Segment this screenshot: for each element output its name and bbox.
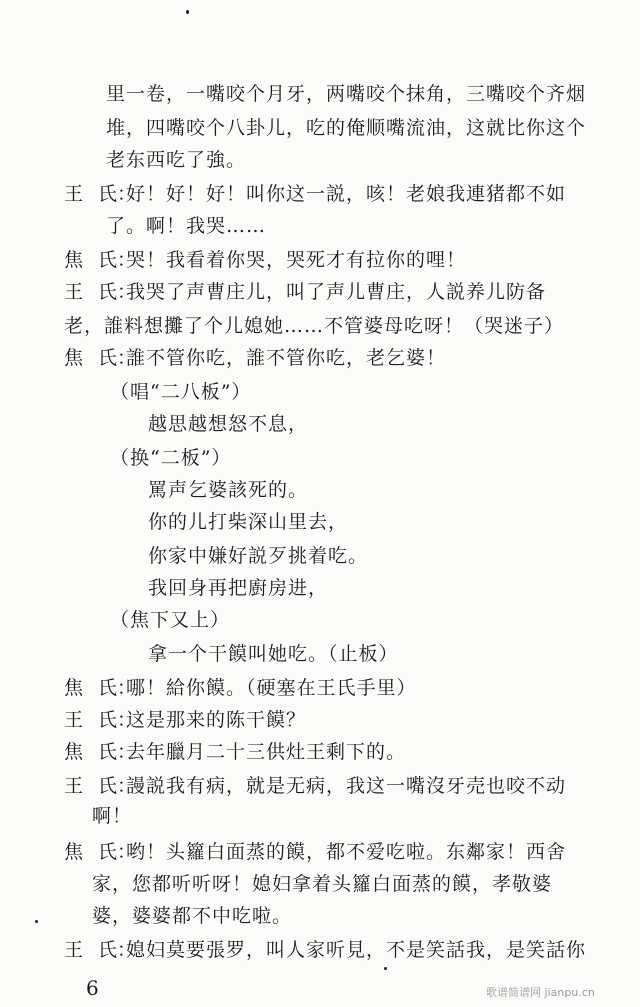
line-text: （焦下又上） <box>110 609 231 631</box>
song-line <box>0 510 640 534</box>
line-text: 家，您都听听呀！媳妇拿着头籮白面蒸的饃，孝敬婆 <box>92 873 553 895</box>
line-text: （唱“二八板”） <box>110 381 252 403</box>
speaker-name: 王 <box>64 183 84 205</box>
script-line <box>0 82 640 106</box>
speaker-name: 焦 <box>64 677 84 699</box>
line-text: 这是那来的陈干饃？ <box>126 709 307 731</box>
line-text: 老东西吃了強。 <box>106 149 247 171</box>
line-text: 婆，婆婆都不中吃啦。 <box>92 905 293 927</box>
speaker-name: 王 <box>64 709 84 731</box>
script-line <box>0 214 640 238</box>
speaker-name: 焦 <box>64 741 84 763</box>
line-text: 啊！ <box>92 805 133 827</box>
script-line <box>0 346 640 370</box>
line-text: 你的儿打柴深山里去， <box>148 511 349 533</box>
script-line <box>0 804 640 828</box>
stage-direction <box>0 446 640 470</box>
line-text: 拿一个干饃叫她吃。（止板） <box>148 643 399 665</box>
song-line <box>0 544 640 568</box>
line-text: 哭！我看着你哭，哭死才有拉你的哩！ <box>126 249 467 271</box>
song-line <box>0 412 640 436</box>
watermark: 歌谱简谱网 jianpu.cn <box>486 986 595 999</box>
line-text: （换“二板”） <box>110 447 232 469</box>
speaker-name: 焦 <box>64 347 84 369</box>
speaker-name: 焦 <box>64 249 84 271</box>
speaker-suffix: 氏： <box>98 281 137 303</box>
line-text: 了。啊！我哭…… <box>106 215 267 237</box>
speaker-suffix: 氏： <box>98 741 137 763</box>
script-line <box>0 676 640 700</box>
script-line <box>0 182 640 206</box>
line-text: 誰不管你吃，誰不管你吃，老乞婆！ <box>126 347 447 369</box>
script-line <box>0 248 640 272</box>
line-text: 謾説我有病，就是无病，我这一嘴沒牙売也咬不动 <box>126 775 567 797</box>
script-line <box>0 314 640 338</box>
ink-speck <box>186 10 189 14</box>
line-text: 老，誰料想攤了个儿媳她……不管婆母吃呀！（哭迷子） <box>64 315 565 337</box>
script-line <box>0 904 640 928</box>
line-text: 我回身再把廚房进， <box>148 577 329 599</box>
song-line <box>0 642 640 666</box>
speaker-name: 王 <box>64 939 84 961</box>
line-text: 罵声乞婆該死的。 <box>148 479 309 501</box>
song-line <box>0 576 640 600</box>
ink-speck <box>384 967 387 970</box>
script-line <box>0 708 640 732</box>
line-text: 你家中嫌好説歹挑着吃。 <box>148 545 369 567</box>
script-line <box>0 938 640 962</box>
line-text: 媳妇莫要張罗，叫人家听見，不是笑話我，是笑話你 <box>126 939 587 961</box>
script-line <box>0 740 640 764</box>
script-line <box>0 148 640 172</box>
script-line <box>0 774 640 798</box>
speaker-name: 王 <box>64 281 84 303</box>
line-text: 哪！給你饃。（硬塞在王氏手里） <box>126 677 417 699</box>
line-text: 哟！头籮白面蒸的饃，都不爱吃啦。东鄰家！西舍 <box>126 841 567 863</box>
speaker-suffix: 氏： <box>98 939 137 961</box>
speaker-suffix: 氏： <box>98 841 137 863</box>
speaker-name: 王 <box>64 775 84 797</box>
speaker-suffix: 氏： <box>98 347 137 369</box>
song-line <box>0 478 640 502</box>
script-line <box>0 280 640 304</box>
speaker-suffix: 氏： <box>98 677 137 699</box>
page-number: 6 <box>86 976 99 1000</box>
line-text: 我哭了声曹庄儿，叫了声儿曹庄，人説养儿防备 <box>126 281 547 303</box>
stage-direction <box>0 608 640 632</box>
script-line <box>0 872 640 896</box>
line-text: 好！好！好！叫你这一説，咳！老娘我連猪都不如 <box>126 183 567 205</box>
line-text: 里一卷，一嘴咬个月牙，两嘴咬个抹角，三嘴咬个齐烟 <box>106 83 587 105</box>
line-text: 越思越想怒不息， <box>148 413 309 435</box>
speaker-suffix: 氏： <box>98 249 137 271</box>
line-text: 去年臘月二十三供灶王剩下的。 <box>126 741 407 763</box>
script-line <box>0 116 640 140</box>
speaker-suffix: 氏： <box>98 775 137 797</box>
ink-speck <box>35 920 38 923</box>
line-text: 堆，四嘴咬个八卦儿，吃的俺顺嘴流油，这就比你这个 <box>106 117 587 139</box>
stage-direction <box>0 380 640 404</box>
speaker-name: 焦 <box>64 841 84 863</box>
speaker-suffix: 氏： <box>98 183 137 205</box>
script-line <box>0 840 640 864</box>
speaker-suffix: 氏： <box>98 709 137 731</box>
